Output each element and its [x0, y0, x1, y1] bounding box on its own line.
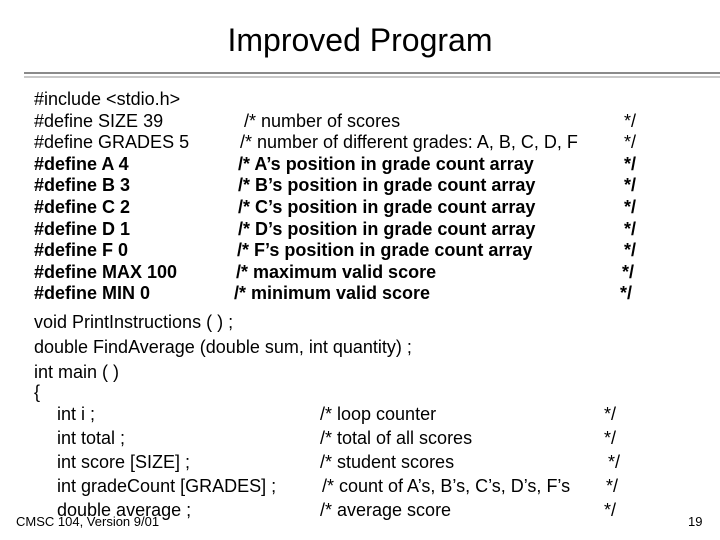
declaration-code: double average ; [57, 500, 192, 520]
footer-text: CMSC 104, Version 9/01 [16, 514, 160, 529]
title-rule-shadow [24, 76, 720, 78]
declaration-code: int gradeCount [GRADES] ; [57, 476, 277, 496]
comment-end: */ [622, 262, 635, 282]
include-line: #include <stdio.h> [34, 89, 181, 109]
define-code: #define C 2 [34, 197, 131, 217]
define-comment: /* number of different grades: A, B, C, D, F [240, 132, 578, 152]
define-comment: /* D’s position in grade count array [238, 219, 536, 239]
comment-end: */ [624, 219, 637, 239]
define-comment: /* F’s position in grade count array [237, 240, 533, 260]
define-comment: /* maximum valid score [236, 262, 437, 282]
prototype-line: void PrintInstructions ( ) ; [34, 312, 234, 332]
define-code: #define B 3 [34, 175, 131, 195]
comment-end: */ [604, 428, 617, 448]
page-number: 19 [688, 514, 703, 529]
define-code: #define GRADES 5 [34, 132, 190, 152]
prototype-line: double FindAverage (double sum, int quantity) ; [34, 337, 412, 357]
comment-end: */ [608, 452, 621, 472]
comment-end: */ [624, 240, 637, 260]
declaration-code: int total ; [57, 428, 126, 448]
define-code: #define A 4 [34, 154, 129, 174]
comment-end: */ [606, 476, 619, 496]
comment-end: */ [624, 197, 637, 217]
define-comment: /* number of scores [244, 111, 401, 131]
define-code: #define F 0 [34, 240, 129, 260]
main-header: int main ( ) [34, 362, 120, 382]
comment-end: */ [624, 154, 637, 174]
define-comment: /* C’s position in grade count array [238, 197, 536, 217]
comment-end: */ [604, 500, 617, 520]
open-brace: { [34, 382, 41, 402]
define-code: #define MIN 0 [34, 283, 151, 303]
slide-title: Improved Program [227, 22, 493, 58]
define-code: #define D 1 [34, 219, 131, 239]
define-comment: /* B’s position in grade count array [238, 175, 536, 195]
title-rule [24, 72, 720, 74]
comment-end: */ [604, 404, 617, 424]
comment-end: */ [624, 132, 637, 152]
comment-end: */ [620, 283, 633, 303]
define-code: #define SIZE 39 [34, 111, 164, 131]
define-comment: /* minimum valid score [234, 283, 431, 303]
declaration-code: int score [SIZE] ; [57, 452, 191, 472]
define-code: #define MAX 100 [34, 262, 178, 282]
declaration-comment: /* student scores [320, 452, 455, 472]
declaration-comment: /* count of A’s, B’s, C’s, D’s, F’s [322, 476, 571, 496]
comment-end: */ [624, 175, 637, 195]
declaration-comment: /* average score [320, 500, 452, 520]
declaration-comment: /* total of all scores [320, 428, 473, 448]
declaration-code: int i ; [57, 404, 96, 424]
comment-end: */ [624, 111, 637, 131]
define-comment: /* A’s position in grade count array [238, 154, 534, 174]
declaration-comment: /* loop counter [320, 404, 437, 424]
